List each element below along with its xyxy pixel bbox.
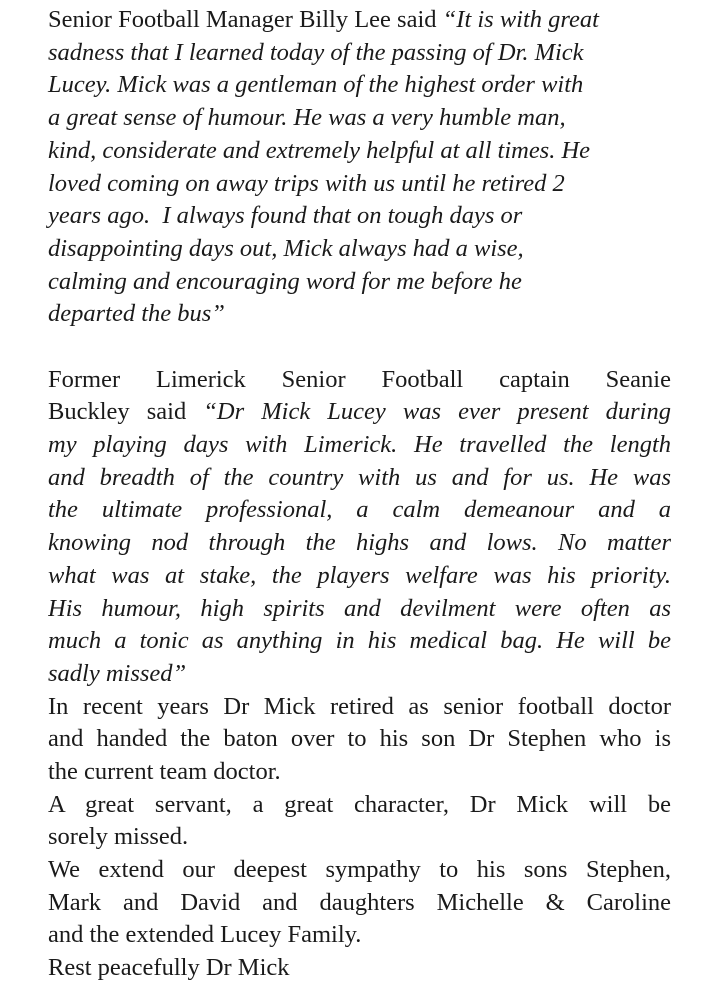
tribute-paragraph bbox=[48, 789, 671, 854]
paragraph-spacer bbox=[48, 331, 671, 364]
text-line: A great servant, a great character, Dr Mick will be bbox=[48, 790, 671, 818]
quote-line: what was at stake, the players welfare was his priority. bbox=[48, 561, 671, 589]
text-line: and handed the baton over to his son Dr Stephen who is bbox=[48, 725, 671, 753]
text-line: the current team doctor. bbox=[48, 757, 281, 785]
attribution-line: Former Limerick Senior Football captain Seanie bbox=[48, 365, 671, 393]
billy-lee-paragraph bbox=[48, 4, 671, 331]
attribution-text: Buckley said bbox=[48, 398, 204, 426]
quote-line: sadly missed” bbox=[48, 659, 187, 687]
quote-line: disappointing days out, Mick always had a wise, bbox=[48, 234, 524, 262]
quote-line: much a tonic as anything in his medical bag. He will be bbox=[48, 627, 671, 655]
text-line: We extend our deepest sympathy to his sons Stephen, bbox=[48, 856, 671, 884]
quote-line: the ultimate professional, a calm demeanour and a bbox=[48, 496, 671, 524]
quote-line: departed the bus” bbox=[48, 300, 225, 328]
quote-line: a great sense of humour. He was a very humble man, bbox=[48, 104, 566, 132]
quote-line: loved coming on away trips with us until he retired 2 bbox=[48, 169, 565, 197]
text-line: sorely missed. bbox=[48, 823, 189, 851]
quote-line: years ago. I always found that on tough days or bbox=[48, 202, 523, 230]
quote-line: calming and encouraging word for me before he bbox=[48, 267, 522, 295]
quote-line: kind, considerate and extremely helpful at all times. He bbox=[48, 136, 591, 164]
text-line: In recent years Dr Mick retired as senior football doctor bbox=[48, 692, 671, 720]
text-line: and the extended Lucey Family. bbox=[48, 921, 362, 949]
quote-line: my playing days with Limerick. He travelled the length bbox=[48, 431, 671, 459]
quote-text: “Dr Mick Lucey was ever present during bbox=[203, 398, 671, 426]
quote-line: sadness that I learned today of the passing of Dr. Mick bbox=[48, 38, 584, 66]
seanie-buckley-paragraph bbox=[48, 364, 671, 691]
quote-line: His humour, high spirits and devilment were often as bbox=[48, 594, 671, 622]
quote-line: knowing nod through the highs and lows. No matter bbox=[48, 529, 671, 557]
sympathy-paragraph bbox=[48, 854, 671, 952]
quote-line: and breadth of the country with us and for us. He was bbox=[48, 463, 671, 491]
quote-line: Lucey. Mick was a gentleman of the highest order with bbox=[48, 71, 584, 99]
text-line bbox=[48, 4, 671, 37]
text-line bbox=[48, 396, 671, 429]
closing-line: Rest peacefully Dr Mick bbox=[48, 954, 290, 982]
text-line: Mark and David and daughters Michelle & Caroline bbox=[48, 888, 671, 916]
retirement-paragraph bbox=[48, 691, 671, 789]
quote-text: “It is with great bbox=[442, 6, 599, 33]
document-body bbox=[48, 4, 671, 985]
closing-paragraph bbox=[48, 952, 671, 985]
attribution-text: Senior Football Manager Billy Lee said bbox=[48, 6, 443, 33]
